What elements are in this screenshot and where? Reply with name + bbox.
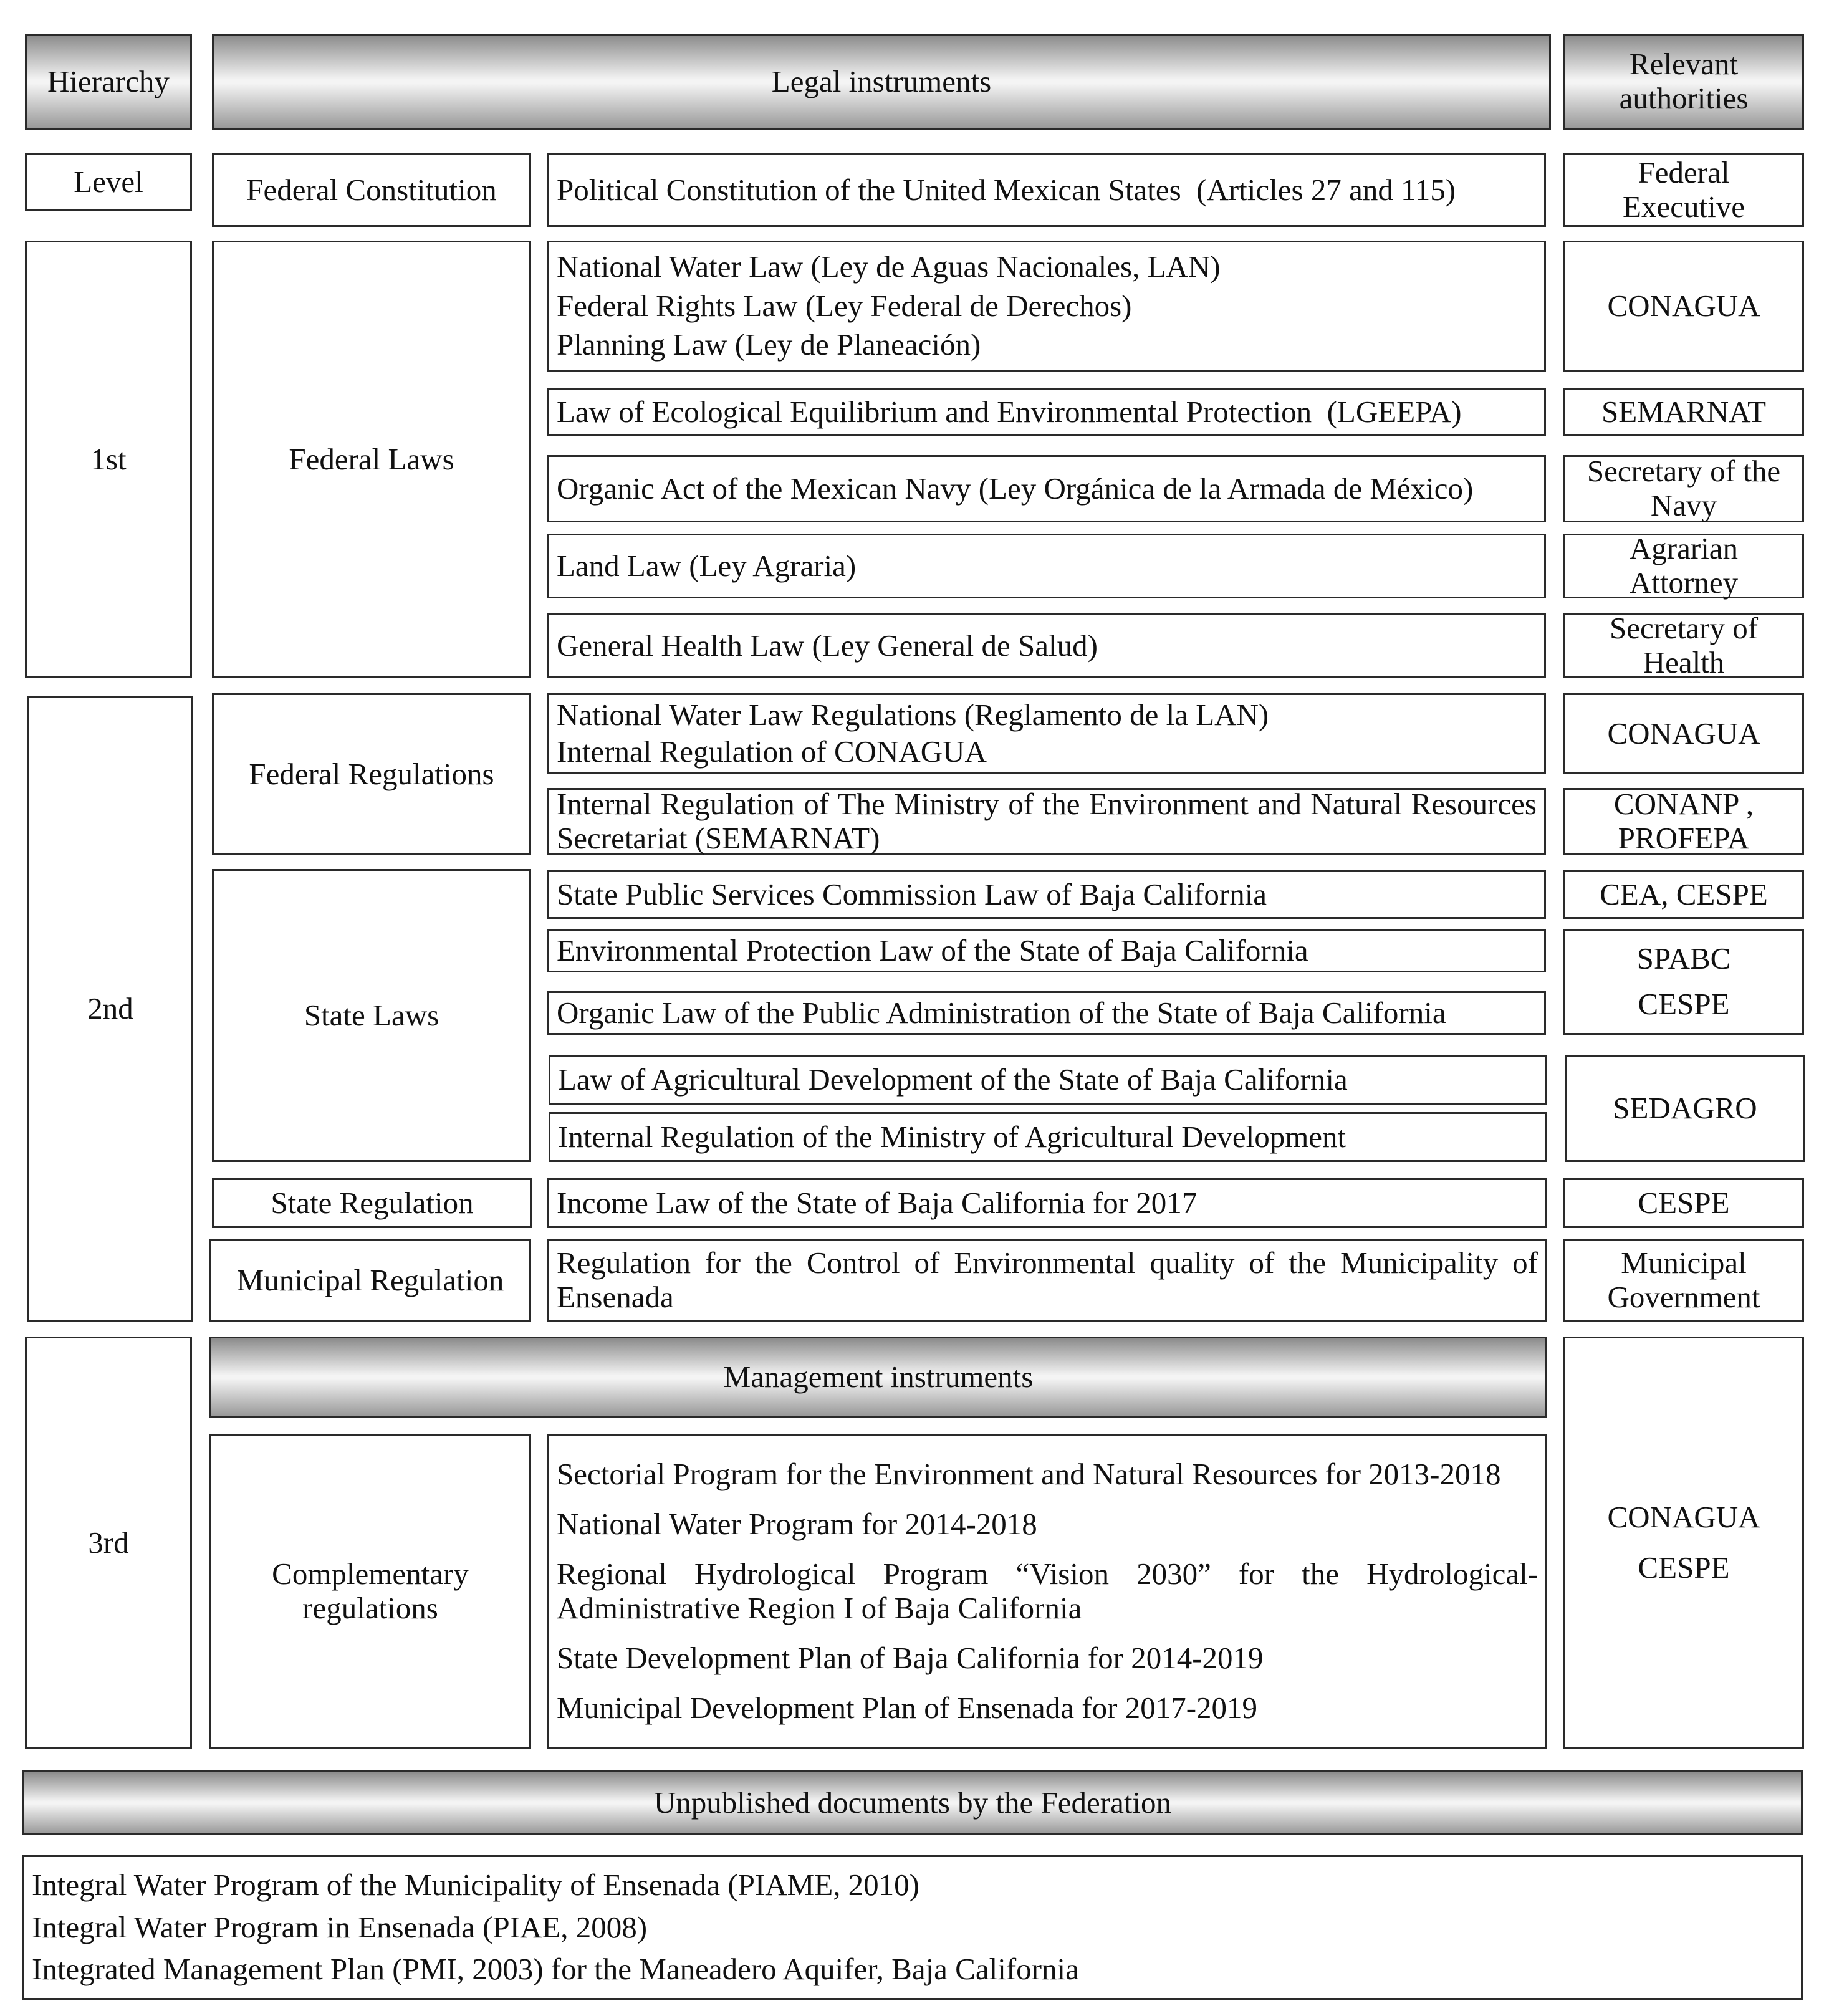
authority-text: SPABC — [1636, 941, 1731, 976]
category-complementary-regulations — [209, 1434, 531, 1749]
level-label-cell — [25, 153, 192, 211]
category-municipal-regulation — [209, 1239, 531, 1322]
header-legal-instruments-label: Legal instruments — [771, 64, 992, 98]
instrument-constitution-text: Political Constitution of the United Mexican States (Articles 27 and 115) — [557, 172, 1456, 207]
list-item: National Water Law Regulations (Reglamento de la LAN) — [557, 697, 1269, 732]
list-item: Integral Water Program in Ensenada (PIAE, 2008) — [32, 1909, 648, 1944]
authority-semarnat — [1563, 388, 1804, 436]
category-state-regulation-label: State Regulation — [271, 1185, 474, 1220]
authority-conagua-laws — [1563, 241, 1804, 372]
category-federal-laws — [212, 241, 531, 678]
header-relevant-authorities-label: Relevant authorities — [1619, 47, 1749, 115]
list-item: Federal Rights Law (Ley Federal de Derechos) — [557, 288, 1132, 323]
category-federal-regulations — [212, 693, 531, 855]
unpublished-documents-list — [22, 1855, 1803, 2000]
authority-text: CONAGUA — [1607, 716, 1760, 751]
instrument-lgeepa — [547, 388, 1546, 436]
instrument-text: Internal Regulation of the Ministry of Agricultural Development — [558, 1119, 1346, 1154]
authority-spabc-cespe — [1563, 929, 1804, 1035]
authority-conanp-profepa — [1563, 788, 1804, 855]
instrument-land-law — [547, 534, 1546, 598]
instrument-navy-act — [547, 455, 1546, 522]
authority-municipal-government — [1563, 1239, 1804, 1322]
authority-text: Municipal Government — [1607, 1246, 1760, 1314]
instrument-agricultural-ministry-regulation — [549, 1112, 1547, 1162]
level-first-label: 1st — [90, 441, 127, 476]
authority-constitution-text: Federal Executive — [1623, 155, 1745, 224]
instrument-agricultural-development-law — [549, 1055, 1547, 1105]
category-complementary-regulations-label: Complementary regulations — [272, 1557, 469, 1625]
list-item: Sectorial Program for the Environment and Natural Resources for 2013-2018 — [557, 1457, 1501, 1492]
authority-text: SEMARNAT — [1601, 394, 1767, 429]
instrument-text: Organic Act of the Mexican Navy (Ley Orgánica de la Armada de México) — [557, 471, 1474, 506]
header-legal-instruments — [212, 34, 1551, 130]
category-state-regulation — [212, 1178, 532, 1228]
instrument-income-law — [547, 1178, 1547, 1228]
list-item: State Development Plan of Baja California for 2014-2019 — [557, 1641, 1264, 1675]
level-third-label: 3rd — [88, 1525, 129, 1560]
instrument-text: General Health Law (Ley General de Salud) — [557, 628, 1098, 663]
instrument-group-conagua-laws — [547, 241, 1546, 372]
authority-text: CEA, CESPE — [1600, 876, 1768, 911]
management-instruments-label: Management instruments — [723, 1359, 1034, 1394]
instrument-public-administration-law — [547, 991, 1546, 1035]
list-item: Regional Hydrological Program “Vision 2030” for the Hydrological-Administrative Region I of Baja California — [557, 1557, 1538, 1625]
instrument-group-lan-regulations — [547, 693, 1546, 774]
authority-text: CONANP , PROFEPA — [1613, 787, 1754, 855]
authority-health — [1563, 613, 1804, 678]
header-hierarchy-label: Hierarchy — [47, 64, 170, 98]
unpublished-documents-header — [22, 1770, 1803, 1835]
list-item: Integrated Management Plan (PMI, 2003) for the Maneadero Aquifer, Baja California — [32, 1951, 1079, 1986]
management-instruments-header — [209, 1337, 1547, 1418]
instrument-environmental-protection-law — [547, 929, 1546, 972]
category-municipal-regulation-label: Municipal Regulation — [236, 1262, 504, 1297]
instrument-municipal-environmental-regulation — [547, 1239, 1547, 1322]
instrument-text: Organic Law of the Public Administration of the State of Baja California — [557, 995, 1446, 1030]
instrument-public-services-law — [547, 870, 1546, 919]
instrument-health-law — [547, 613, 1546, 678]
authority-constitution — [1563, 153, 1804, 227]
category-federal-constitution-label: Federal Constitution — [246, 172, 497, 207]
authority-text: CESPE — [1638, 1185, 1730, 1220]
header-relevant-authorities — [1563, 34, 1804, 130]
authority-conagua-regs — [1563, 693, 1804, 774]
authority-navy — [1563, 455, 1804, 522]
instrument-text: Law of Agricultural Development of the State of Baja California — [558, 1062, 1348, 1097]
instrument-text: Regulation for the Control of Environmental quality of the Municipality of Ensenada — [557, 1246, 1538, 1314]
list-item: National Water Law (Ley de Aguas Nacionales, LAN) — [557, 249, 1221, 284]
level-third-cell — [25, 1337, 192, 1749]
header-hierarchy — [25, 34, 192, 130]
instrument-text: Law of Ecological Equilibrium and Environmental Protection (LGEEPA) — [557, 394, 1462, 429]
instrument-text: Land Law (Ley Agraria) — [557, 548, 857, 583]
authority-management — [1563, 1337, 1804, 1749]
instrument-text: Environmental Protection Law of the State of Baja California — [557, 933, 1308, 967]
level-label: Level — [74, 164, 143, 199]
instrument-text: Income Law of the State of Baja California for 2017 — [557, 1185, 1198, 1220]
list-item: Internal Regulation of CONAGUA — [557, 734, 987, 769]
category-state-laws — [212, 869, 531, 1162]
authority-text: Secretary of Health — [1609, 611, 1759, 679]
list-item: Integral Water Program of the Municipality of Ensenada (PIAME, 2010) — [32, 1868, 919, 1903]
category-state-laws-label: State Laws — [304, 997, 439, 1032]
unpublished-documents-label: Unpublished documents by the Federation — [653, 1785, 1172, 1820]
authority-agrarian — [1563, 531, 1804, 600]
instrument-group-programs — [547, 1434, 1547, 1749]
authority-text: CONAGUA — [1607, 1500, 1760, 1535]
authority-text: Agrarian Attorney — [1629, 531, 1739, 600]
instrument-constitution — [547, 153, 1546, 227]
instrument-text: State Public Services Commission Law of Baja California — [557, 876, 1267, 911]
authority-text: CONAGUA — [1607, 288, 1760, 323]
authority-cespe-income — [1563, 1178, 1804, 1228]
authority-cea-cespe — [1563, 870, 1804, 919]
level-first-cell — [25, 241, 192, 678]
category-federal-regulations-label: Federal Regulations — [249, 756, 494, 791]
category-federal-constitution — [212, 153, 531, 227]
level-second-label: 2nd — [87, 991, 133, 1025]
list-item: National Water Program for 2014-2018 — [557, 1507, 1037, 1542]
authority-text: CESPE — [1638, 1550, 1730, 1585]
category-federal-laws-label: Federal Laws — [289, 441, 454, 476]
authority-sedagro — [1565, 1055, 1805, 1162]
list-item: Planning Law (Ley de Planeación) — [557, 327, 981, 362]
authority-text: CESPE — [1638, 987, 1730, 1022]
authority-text: Secretary of the Navy — [1586, 454, 1781, 522]
instrument-text: Internal Regulation of The Ministry of the Environment and Natural Resources Secretariat (SEMARNAT) — [557, 787, 1537, 855]
authority-text: SEDAGRO — [1613, 1090, 1757, 1125]
instrument-semarnat-regulation — [547, 788, 1546, 855]
level-second-cell — [27, 696, 193, 1322]
list-item: Municipal Development Plan of Ensenada for 2017-2019 — [557, 1691, 1258, 1725]
